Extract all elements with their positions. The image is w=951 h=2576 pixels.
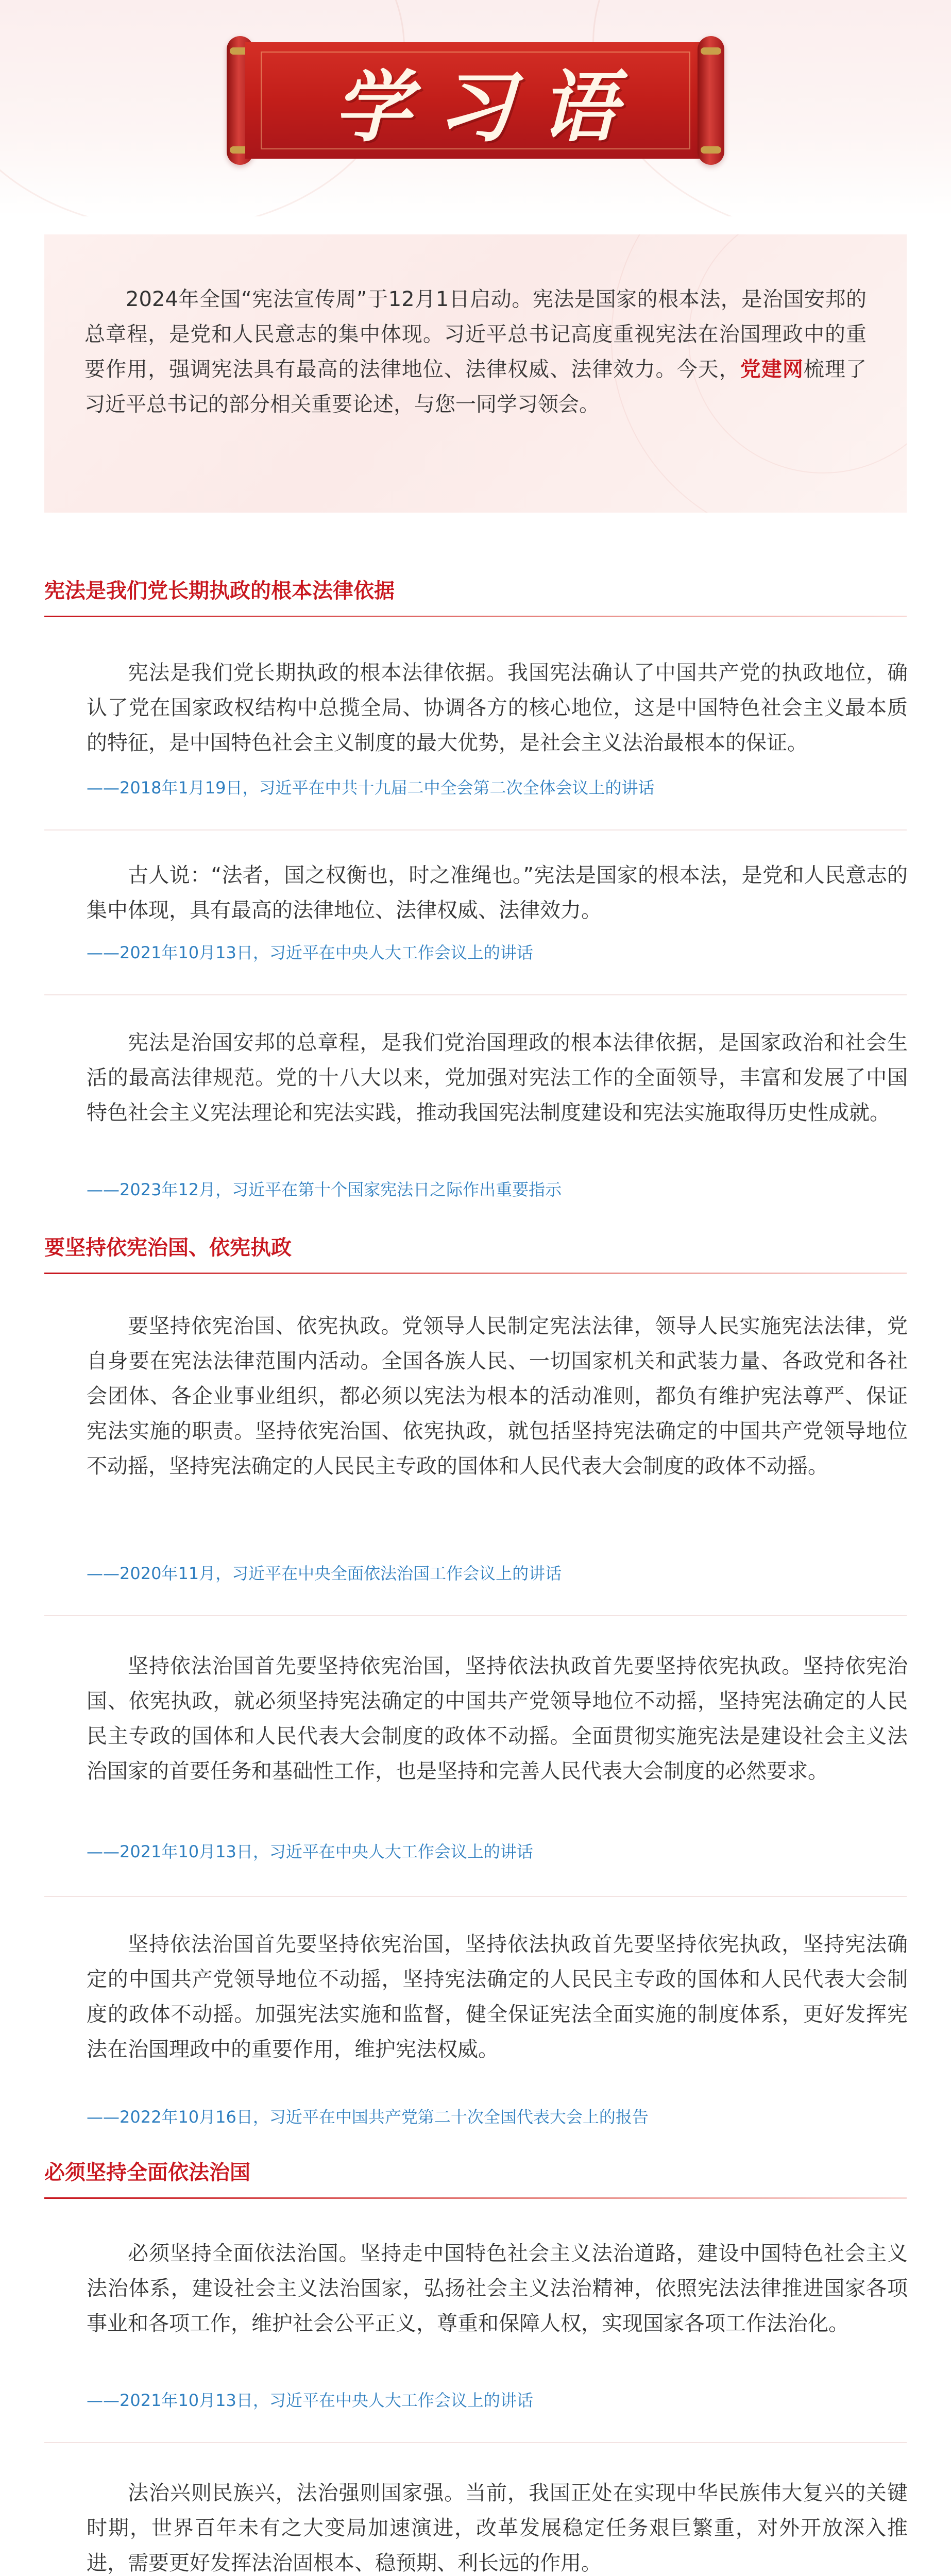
section-title: 要坚持依宪治国、依宪执政 xyxy=(44,1236,292,1260)
quote-source: ——2022年10月16日，习近平在中国共产党第二十次全国代表大会上的报告 xyxy=(87,2107,649,2127)
quote-paragraph: 古人说：“法者，国之权衡也，时之准绳也。”宪法是国家的根本法，是党和人民意志的集中体现，具有最高的法律地位、法律权威、法律效力。 xyxy=(87,863,908,922)
intro-box xyxy=(44,234,907,513)
section-heading xyxy=(44,1231,907,1274)
quote-source: ——2021年10月13日，习近平在中央人大工作会议上的讲话 xyxy=(87,943,533,962)
quote-source: ——2018年1月19日，习近平在中共十九届二中全会第二次全体会议上的讲话 xyxy=(87,778,655,798)
intro-highlight-link[interactable]: 党建网 xyxy=(740,358,804,381)
paragraph-divider xyxy=(44,2442,907,2443)
section-title: 必须坚持全面依法治国 xyxy=(44,2161,250,2184)
section-heading xyxy=(44,2156,907,2199)
quote-paragraph: 必须坚持全面依法治国。坚持走中国特色社会主义法治道路，建设中国特色社会主义法治体系，建设社会主义法治国家，弘扬社会主义法治精神，依照宪法法律推进国家各项事业和各项工作，维护社会公平正义，尊重和保障人权，实现国家各项工作法治化。 xyxy=(87,2242,908,2335)
intro-text-before: 2024年全国“宪法宣传周”于12月1日启动。宪法是国家的根本法，是治国安邦的总章程，是党和人民意志的集中体现。习近平总书记高度重视宪法在治国理政中的重要作用，强调宪法具有最高的法律地位、法律权威、法律效力。今天， xyxy=(84,287,867,381)
quote-source: ——2021年10月13日，习近平在中央人大工作会议上的讲话 xyxy=(87,2391,533,2410)
paragraph-divider xyxy=(44,1896,907,1897)
quote-paragraph: 宪法是治国安邦的总章程，是我们党治国理政的根本法律依据，是国家政治和社会生活的最高法律规范。党的十八大以来，党加强对宪法工作的全面领导，丰富和发展了中国特色社会主义宪法理论和宪法实践，推动我国宪法制度建设和宪法实施取得历史性成就。 xyxy=(87,1031,908,1125)
paragraph-divider xyxy=(44,829,907,831)
quote-paragraph: 要坚持依宪治国、依宪执政。党领导人民制定宪法法律，领导人民实施宪法法律，党自身要在宪法法律范围内活动。全国各族人民、一切国家机关和武装力量、各政党和各社会团体、各企业事业组织，都必须以宪法为根本的活动准则，都负有维护宪法尊严、保证宪法实施的职责。坚持依宪治国、依宪执政，就包括坚持宪法确定的中国共产党领导地位不动摇，坚持宪法确定的人民民主专政的国体和人民代表大会制度的政体不动摇。 xyxy=(87,1314,908,1478)
quote-paragraph: 宪法是我们党长期执政的根本法律依据。我国宪法确认了中国共产党的执政地位，确认了党在国家政权结构中总揽全局、协调各方的核心地位，这是中国特色社会主义最本质的特征，是中国特色社会主义制度的最大优势，是社会主义法治最根本的保证。 xyxy=(87,661,908,755)
section-rule xyxy=(44,616,907,617)
banner-scroll xyxy=(227,36,724,165)
quote-source: ——2020年11月，习近平在中央全面依法治国工作会议上的讲话 xyxy=(87,1564,562,1583)
quote-source: ——2023年12月，习近平在第十个国家宪法日之际作出重要指示 xyxy=(87,1180,562,1199)
section-rule xyxy=(44,1273,907,1274)
paragraph-divider xyxy=(44,1615,907,1616)
section-rule xyxy=(44,2197,907,2199)
intro-text-after: 梳理了习近平总书记的部分相关重要论述，与您一同学习领会。 xyxy=(84,358,867,416)
quote-paragraph: 法治兴则民族兴，法治强则国家强。当前，我国正处在实现中华民族伟大复兴的关键时期，世界百年未有之大变局加速演进，改革发展稳定任务艰巨繁重，对外开放深入推进，需要更好发挥法治固根本、稳预期、利长远的作用。 xyxy=(87,2481,908,2575)
quote-paragraph: 坚持依法治国首先要坚持依宪治国，坚持依法执政首先要坚持依宪执政，坚持宪法确定的中国共产党领导地位不动摇，坚持宪法确定的人民民主专政的国体和人民代表大会制度的政体不动摇。加强宪法实施和监督，健全保证宪法全面实施的制度体系，更好发挥宪法在治国理政中的重要作用，维护宪法权威。 xyxy=(87,1933,908,2061)
scroll-rod-right xyxy=(698,36,724,165)
intro-paragraph xyxy=(84,282,867,422)
quote-paragraph: 坚持依法治国首先要坚持依宪治国，坚持依法执政首先要坚持依宪执政。坚持依宪治国、依宪执政，就必须坚持宪法确定的中国共产党领导地位不动摇，坚持宪法确定的人民民主专政的国体和人民代表大会制度的政体不动摇。全面贯彻实施宪法是建设社会主义法治国家的首要任务和基础性工作，也是坚持和完善人民代表大会制度的必然要求。 xyxy=(87,1654,908,1783)
banner-title: 学习语 xyxy=(333,62,643,152)
quote-source: ——2021年10月13日，习近平在中央人大工作会议上的讲话 xyxy=(87,1842,533,1861)
header-banner xyxy=(0,0,951,216)
section-heading xyxy=(44,574,907,617)
section-title: 宪法是我们党长期执政的根本法律依据 xyxy=(44,579,395,603)
paragraph-divider xyxy=(44,994,907,995)
scroll-sheet xyxy=(245,42,706,159)
